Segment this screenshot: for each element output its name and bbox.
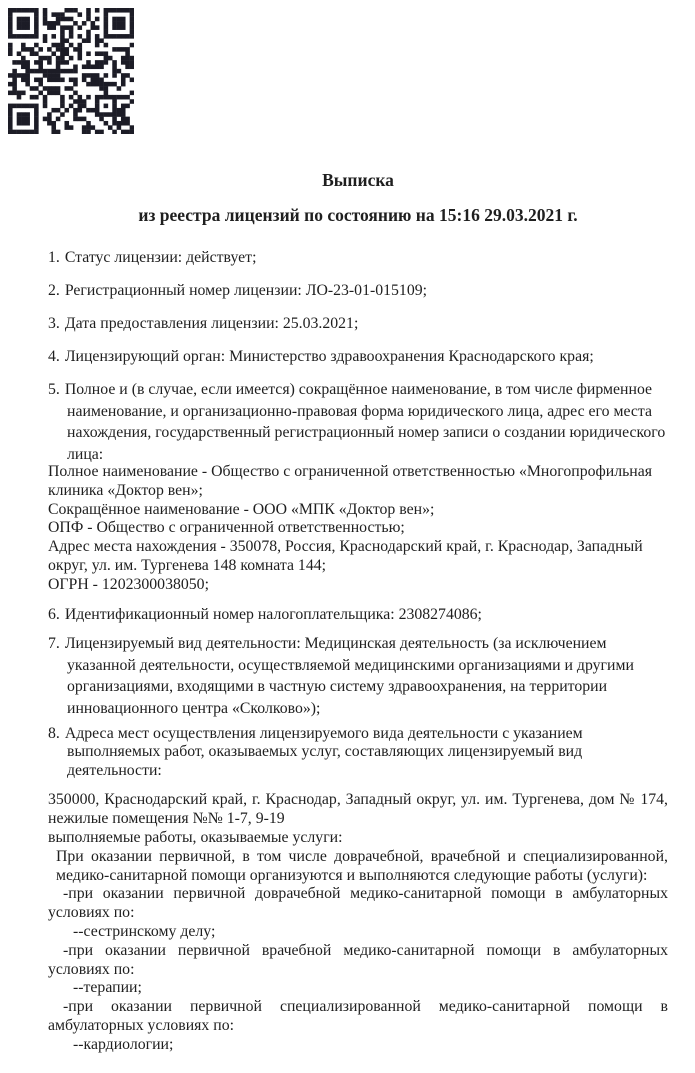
work-entry: При оказании первичной, в том числе доврачебной, врачебной и специализированной, медико-санитарной помощи организуются и выполняются следующие работы (услуги): (56, 847, 668, 884)
licensing-authority-item (48, 346, 668, 368)
licensed-activity-item (48, 633, 668, 719)
item-text: Дата предоставления лицензии: 25.03.2021; (64, 315, 359, 332)
org-short-name: Сокращённое наименование - ООО «МПК «Доктор вен»; (48, 500, 435, 518)
org-names-heading-item (48, 379, 668, 465)
org-ogrn: ОГРН - 1202300038050; (48, 575, 209, 593)
works-intro: выполняемые работы, оказываемые услуги: (48, 829, 343, 847)
document-content (48, 0, 668, 1055)
item-number: 1. (48, 249, 60, 266)
item-number: 3. (48, 315, 60, 332)
license-status-item (48, 247, 668, 269)
work-entry: --кардиологии; (73, 1035, 174, 1053)
taxpayer-id-item (48, 604, 668, 626)
item-number: 4. (48, 348, 60, 365)
item-number: 6. (48, 606, 60, 624)
activity-addresses-item (48, 725, 668, 781)
works-list (48, 848, 668, 1055)
activity-address-block (48, 791, 668, 847)
item-text: Идентификационный номер налогоплательщика: 2308274086; (64, 606, 482, 624)
item-number: 8. (48, 724, 60, 742)
item-text: Статус лицензии: действует; (64, 249, 257, 266)
document-subtitle: из реестра лицензий по состоянию на 15:16 29.03.2021 г. (138, 205, 578, 225)
org-full-name: Полное наименование - Общество с ограниченной ответственностью «Многопрофильная клиника «Доктор вен»; (48, 463, 653, 499)
item-number: 7. (48, 635, 60, 653)
item-text: Регистрационный номер лицензии: ЛО-23-01-015109; (64, 282, 428, 299)
numbered-items (48, 247, 668, 465)
license-grant-date-item (48, 313, 668, 335)
item-text: Лицензируемый вид деятельности: Медицинская деятельность (за исключением указанной деятельности, осуществляемой медицинскими организациями и другими организациями, входящими в частную систему здравоохранения, на территории инновационного центра «Сколково»); (64, 635, 634, 717)
document-title: Выписка (322, 170, 394, 190)
org-address: Адрес места нахождения - 350078, Россия, Краснодарский край, г. Краснодар, Западный округ, ул. им. Тургенева 148 комната 144; (48, 538, 643, 574)
work-entry: -при оказании первичной врачебной медико-санитарной помощи в амбулаторных условиях по: (48, 941, 668, 978)
work-entry: -при оказании первичной специализированной медико-санитарной помощи в амбулаторных условиях по: (48, 998, 668, 1035)
item-number: 2. (48, 282, 60, 299)
item-text: Полное и (в случае, если имеется) сокращённое наименование, в том числе фирменное наименование, и организационно-правовая форма юридического лица, адрес его места нахождения, государственный регистрационный номер записи о создании юридического лица: (64, 381, 666, 463)
org-legal-form: ОПФ - Общество с ограниченной ответственностью; (48, 519, 405, 537)
license-number-item (48, 280, 668, 302)
work-entry: --терапии; (73, 979, 142, 997)
activity-address: 350000, Краснодарский край, г. Краснодар, Западный округ, ул. им. Тургенева, дом № 174, нежилые помещения №№ 1-7, 9-19 (48, 791, 668, 828)
item-number: 5. (48, 381, 60, 398)
organization-details (48, 463, 668, 595)
item-text: Адреса мест осуществления лицензируемого вида деятельности с указанием выполняемых работ, оказываемых услуг, составляющих лицензируемый вид деятельности: (64, 724, 583, 780)
work-entry: -при оказании первичной доврачебной медико-санитарной помощи в амбулаторных условиях по: (48, 885, 668, 922)
item-text: Лицензирующий орган: Министерство здравоохранения Краснодарского края; (64, 348, 594, 365)
work-entry: --сестринскому делу; (73, 923, 216, 941)
